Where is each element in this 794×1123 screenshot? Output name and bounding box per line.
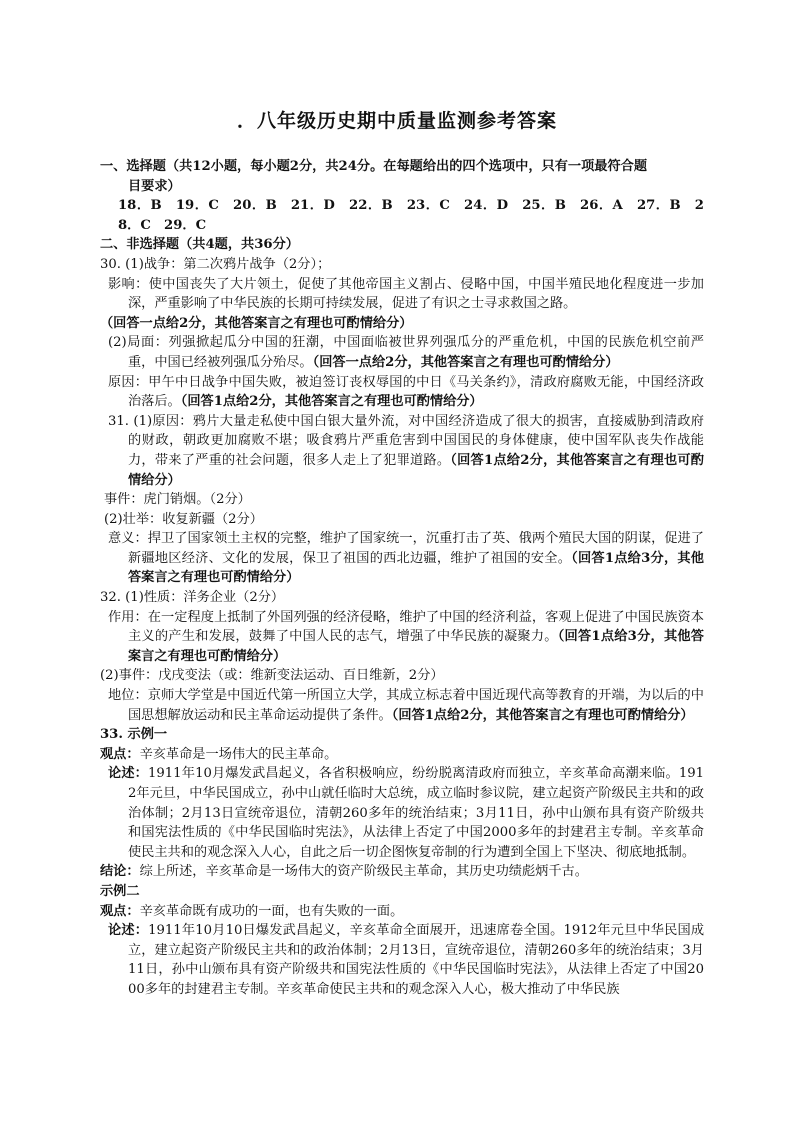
q30-war: 30. (1)战争：第二次鸦片战争（2分）； — [100, 256, 331, 272]
section-2-heading: 二、非选择题（共4题，共36分） — [100, 237, 299, 253]
q30-note-1: （回答一点给2分，其他答案言之有理也可酌情给分） — [100, 315, 413, 331]
q31-note-1: （回答1点给2分，其他答案言之有理也可酌情给分） — [128, 452, 704, 488]
q32-note-1: （回答1点给3分，其他答案言之有理也可酌情给分） — [128, 629, 704, 664]
q31-feat: (2)壮举：收复新疆（2分） — [104, 511, 263, 527]
q33-example-2-label: 示例二 — [100, 883, 140, 899]
q33-example-1-label: 33. 示例一 — [100, 727, 168, 743]
q32-event: (2)事件：戊戌变法（或：维新变法运动、百日维新，2分） — [100, 668, 444, 684]
choice-answers: 18．B 19．C 20．B 21．D 22．B 23．C 24．D 25．B 26．A 27．B 28．C 29．C — [118, 198, 704, 233]
q33-ex1-argument: 论述：1911年10月爆发武昌起义，各省积极响应，纷纷脱离清政府而独立，辛亥革命高潮来临。1912年元旦，中华民国成立，孙中山就任临时大总统，成立临时参议院，建立起资产阶级民主共和的政治体制；2月13日宣统帝退位，清朝260多年的统治结束；3月11日，孙中山颁布具有资产阶级共和国宪法性质的《中华民国临时宪法》，从法律上否定了中国2000多年的封建君主专制。辛亥革命使民主共和的观念深入人心，自此之后一切企图恢复帝制的行为遭到全国上下坚决、彻底地抵制。 — [108, 766, 704, 860]
q33-ex2-view: 观点：辛亥革命既有成功的一面，也有失败的一面。 — [100, 903, 404, 919]
document-body — [100, 157, 704, 1000]
q30-reason: 原因：甲午中日战争中国失败，被迫签订丧权辱国的中日《马关条约》，清政府腐败无能，中国经济政治落后。（回答1点给2分，其他答案言之有理也可酌情给分） — [108, 374, 704, 410]
q33-ex2-argument: 论述：1911年10月10日爆发武昌起义，辛亥革命全面展开，迅速席卷全国。1912年元旦中华民国成立，建立起资产阶级民主共和的政治体制；2月13日，宣统帝退位，清朝260多年的统治结束；3月11日，孙中山颁布具有资产阶级共和国宪法性质的《中华民国临时宪法》，从法律上否定了中国2000多年的封建君主专制。辛亥革命使民主共和的观念深入人心，极大推动了中华民族 — [108, 923, 705, 997]
q32-nature: 32. (1)性质：洋务企业（2分） — [100, 590, 285, 606]
q33-ex1-conclusion: 结论：综上所述，辛亥革命是一场伟大的资产阶级民主革命，其历史功绩彪炳千古。 — [100, 864, 588, 880]
q33-ex1-view: 观点：辛亥革命是一场伟大的民主革命。 — [100, 746, 338, 762]
q30-impact: 影响：使中国丧失了大片领土，促使了其他帝国主义割占、侵略中国，中国半殖民地化程度进一步加深，严重影响了中华民族的长期可持续发展，促进了有识之士寻求救国之路。 — [108, 276, 704, 312]
q30-note-2: （回答一点给2分，其他答案言之有理也可酌情给分） — [312, 354, 619, 370]
q31-reason: 31. (1)原因：鸦片大量走私使中国白银大量外流，对中国经济造成了很大的损害，直接威胁到清政府的财政，朝政更加腐败不堪；吸食鸦片严重危害到中国国民的身体健康，使中国军队丧失作战能力，带来了严重的社会问题，很多人走上了犯罪道路。（回答1点给2分，其他答案言之有理也可酌情给分） — [108, 413, 704, 488]
q31-significance: 意义：捍卫了国家领土主权的完整，维护了国家统一，沉重打击了英、俄两个殖民大国的阴谋，促进了新疆地区经济、文化的发展，保卫了祖国的西北边疆，维护了祖国的安全。（回答1点给3分，其他答案言之有理也可酌情给分） — [108, 531, 704, 586]
q32-note-2: （回答1点给2分，其他答案言之有理也可酌情给分） — [391, 707, 694, 723]
section-1-heading: 一、选择题（共12小题，每小题2分，共24分。在每题给出的四个选项中，只有一项最符合题 — [100, 159, 648, 174]
q31-note-2: （回答1点给3分，其他答案言之有理也可酌情给分） — [128, 550, 704, 586]
q31-event: 事件：虎门销烟。（2分） — [104, 492, 251, 508]
q30-situation: (2)局面：列强掀起瓜分中国的狂潮，中国面临被世界列强瓜分的严重危机，中国的民族危机空前严重，中国已经被列强瓜分殆尽。（回答一点给2分，其他答案言之有理也可酌情给分） — [108, 335, 704, 370]
q32-status: 地位：京师大学堂是中国近代第一所国立大学，其成立标志着中国近现代高等教育的开端，为以后的中国思想解放运动和民主革命运动提供了条件。（回答1点给2分，其他答案言之有理也可酌情给分） — [108, 688, 704, 723]
page-title: ．八年级历史期中质量监测参考答案 — [236, 110, 557, 132]
q30-note-3: （回答1点给2分，其他答案言之有理也可酌情给分） — [180, 394, 483, 410]
section-1-heading-cont: 目要求） — [128, 178, 181, 194]
q32-effect: 作用：在一定程度上抵制了外国列强的经济侵略，维护了中国的经济利益，客观上促进了中国民族资本主义的产生和发展，鼓舞了中国人民的志气，增强了中华民族的凝聚力。（回答1点给3分，其他答案言之有理也可酌情给分） — [108, 609, 704, 664]
